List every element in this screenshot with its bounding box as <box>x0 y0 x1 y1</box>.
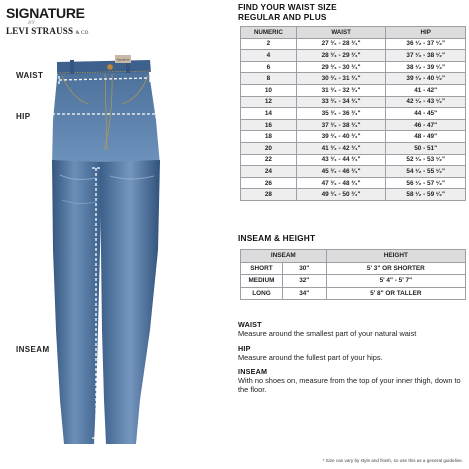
cell-waist: 30 ³⁄₄ - 31 ³⁄₄" <box>296 73 386 85</box>
cell-waist: 41 ³⁄₄ - 42 ³⁄₄" <box>296 142 386 154</box>
definition-waist <box>238 320 466 338</box>
header-hip: HIP <box>386 27 466 39</box>
definition-term: INSEAM <box>238 367 268 376</box>
cell-hip: 46 - 47" <box>386 119 466 131</box>
cell-numeric: 12 <box>241 96 297 108</box>
table-row <box>241 108 466 120</box>
size-chart-subtitle: REGULAR AND PLUS <box>238 12 327 22</box>
brand-by: BY <box>28 20 35 26</box>
table-row <box>241 154 466 166</box>
cell-inseam: 30" <box>282 262 326 275</box>
table-row <box>241 50 466 62</box>
cell-inseam: 34" <box>282 287 326 300</box>
cell-numeric: 18 <box>241 131 297 143</box>
cell-numeric: 8 <box>241 73 297 85</box>
brand-levi-strauss: LEVI STRAUSS & CO <box>6 26 89 36</box>
table-row <box>241 38 466 50</box>
cell-hip: 39 ¹⁄₂ - 40 ¹⁄₂" <box>386 73 466 85</box>
table-row <box>241 177 466 189</box>
definition-hip <box>238 344 466 362</box>
table-row <box>241 275 466 288</box>
table-row <box>241 96 466 108</box>
cell-numeric: 6 <box>241 61 297 73</box>
cell-height: 5' 3" OR SHORTER <box>326 262 465 275</box>
inseam-label: INSEAM <box>16 345 50 354</box>
cell-waist: 49 ³⁄₄ - 50 ³⁄₄" <box>296 189 386 201</box>
cell-numeric: 22 <box>241 154 297 166</box>
cell-length: MEDIUM <box>241 275 283 288</box>
cell-numeric: 4 <box>241 50 297 62</box>
cell-numeric: 2 <box>241 38 297 50</box>
cell-waist: 33 ³⁄₄ - 34 ³⁄₄" <box>296 96 386 108</box>
cell-waist: 35 ³⁄₄ - 36 ³⁄₄" <box>296 108 386 120</box>
cell-waist: 29 ³⁄₄ - 30 ³⁄₄" <box>296 61 386 73</box>
header-height: HEIGHT <box>326 250 465 263</box>
cell-height: 5' 4" - 5' 7" <box>326 275 465 288</box>
cell-hip: 56 ¹⁄₂ - 57 ¹⁄₂" <box>386 177 466 189</box>
size-guide-panel <box>236 0 469 469</box>
cell-hip: 44 - 45" <box>386 108 466 120</box>
cell-length: LONG <box>241 287 283 300</box>
table-header-row <box>241 27 466 39</box>
definition-inseam <box>238 367 466 394</box>
cell-length: SHORT <box>241 262 283 275</box>
table-row <box>241 131 466 143</box>
table-row <box>241 119 466 131</box>
table-row <box>241 142 466 154</box>
definition-text: Measure around the fullest part of your hips. <box>238 353 383 362</box>
cell-waist: 47 ³⁄₄ - 48 ³⁄₄" <box>296 177 386 189</box>
table-row <box>241 73 466 85</box>
table-row <box>241 166 466 178</box>
cell-numeric: 24 <box>241 166 297 178</box>
cell-numeric: 20 <box>241 142 297 154</box>
cell-numeric: 28 <box>241 189 297 201</box>
table-row <box>241 262 466 275</box>
cell-hip: 52 ¹⁄₂ - 53 ¹⁄₂" <box>386 154 466 166</box>
header-inseam: INSEAM <box>241 250 327 263</box>
cell-waist: 27 ³⁄₄ - 28 ³⁄₄" <box>296 38 386 50</box>
size-footnote: * Size can vary by style and finish, so use this as a general guideline. <box>322 458 463 463</box>
cell-waist: 28 ³⁄₄ - 29 ³⁄₄" <box>296 50 386 62</box>
definition-term: WAIST <box>238 320 262 329</box>
cell-hip: 50 - 51" <box>386 142 466 154</box>
inseam-chart-title: INSEAM & HEIGHT <box>238 233 316 243</box>
waistband-tag-text: Signature <box>116 57 130 62</box>
cell-height: 5' 8" OR TALLER <box>326 287 465 300</box>
brand-signature: SIGNATURE <box>6 5 85 21</box>
definition-term: HIP <box>238 344 251 353</box>
definition-text: With no shoes on, measure from the top of your inner thigh, down to the floor. <box>238 376 461 394</box>
header-numeric: NUMERIC <box>241 27 297 39</box>
cell-hip: 37 ¹⁄₂ - 38 ¹⁄₂" <box>386 50 466 62</box>
waist-size-table <box>240 26 466 201</box>
cell-numeric: 26 <box>241 177 297 189</box>
cell-hip: 36 ¹⁄₂ - 37 ¹⁄₂" <box>386 38 466 50</box>
cell-hip: 54 ¹⁄₂ - 55 ¹⁄₂" <box>386 166 466 178</box>
cell-inseam: 32" <box>282 275 326 288</box>
cell-hip: 38 ¹⁄₂ - 39 ¹⁄₂" <box>386 61 466 73</box>
hip-label: HIP <box>16 112 31 121</box>
table-row <box>241 189 466 201</box>
cell-hip: 58 ¹⁄₂ - 59 ¹⁄₂" <box>386 189 466 201</box>
inseam-height-table <box>240 249 466 300</box>
size-table-body <box>241 38 466 200</box>
table-row <box>241 84 466 96</box>
cell-waist: 37 ³⁄₄ - 38 ³⁄₄" <box>296 119 386 131</box>
table-row <box>241 287 466 300</box>
cell-waist: 39 ³⁄₄ - 40 ³⁄₄" <box>296 131 386 143</box>
cell-waist: 45 ³⁄₄ - 46 ³⁄₄" <box>296 166 386 178</box>
jeans-right-leg <box>100 160 160 444</box>
cell-hip: 42 ¹⁄₂ - 43 ¹⁄₂" <box>386 96 466 108</box>
cell-waist: 43 ³⁄₄ - 44 ³⁄₄" <box>296 154 386 166</box>
table-row <box>241 61 466 73</box>
cell-numeric: 10 <box>241 84 297 96</box>
waist-label: WAIST <box>16 71 44 80</box>
cell-waist: 31 ³⁄₄ - 32 ³⁄₄" <box>296 84 386 96</box>
definition-text: Measure around the smallest part of your natural waist <box>238 329 417 338</box>
table-header-row <box>241 250 466 263</box>
cell-numeric: 14 <box>241 108 297 120</box>
header-waist: WAIST <box>296 27 386 39</box>
cell-hip: 48 - 49" <box>386 131 466 143</box>
size-chart-title: FIND YOUR WAIST SIZE <box>238 2 337 12</box>
cell-numeric: 16 <box>241 119 297 131</box>
inseam-table-body <box>241 262 466 300</box>
cell-hip: 41 - 42" <box>386 84 466 96</box>
